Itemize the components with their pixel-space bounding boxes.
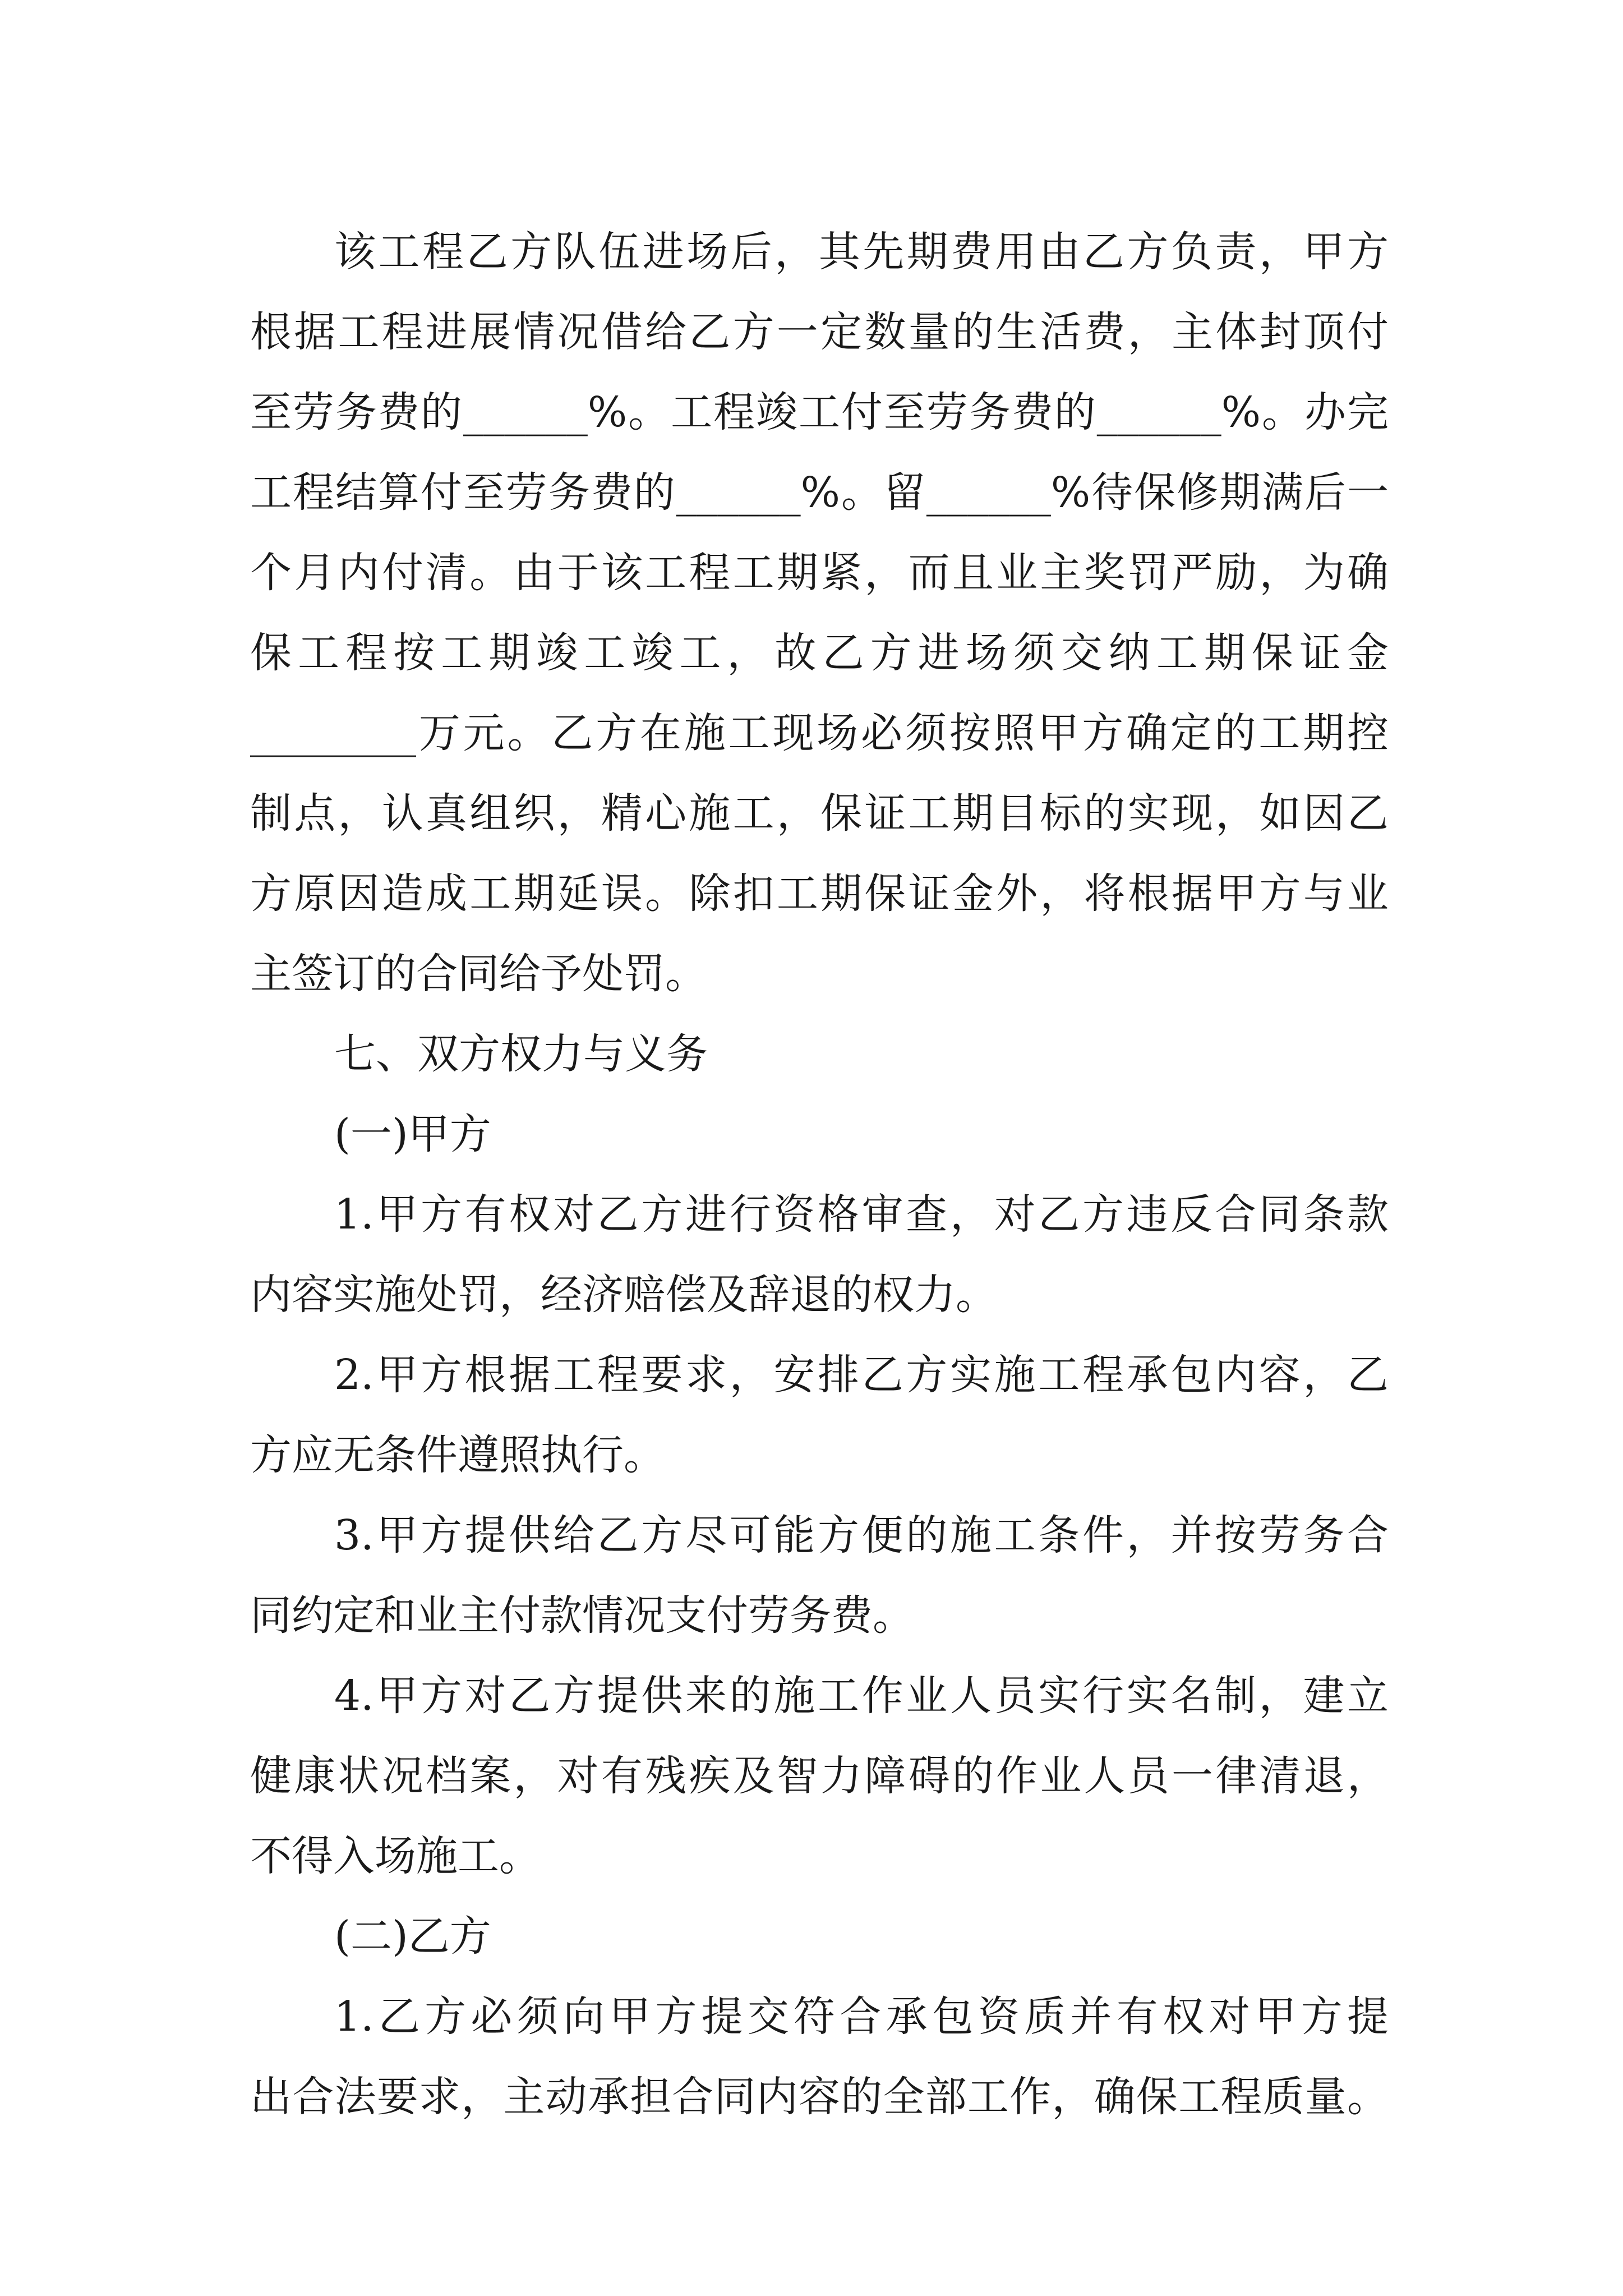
text-line: ________万元。乙方在施工现场必须按照甲方确定的工期控 <box>250 709 1389 757</box>
text-line: 内容实施处罚，经济赔偿及辞退的权力。 <box>250 1271 997 1319</box>
subsection-heading: (一)甲方 <box>334 1110 491 1158</box>
text-line: 该工程乙方队伍进场后，其先期费用由乙方负责，甲方 <box>334 228 1389 276</box>
text-line: 制点，认真组织，精心施工，保证工期目标的实现，如因乙 <box>250 789 1389 838</box>
text-line: 4.甲方对乙方提供来的施工作业人员实行实名制，建立 <box>334 1672 1389 1720</box>
text-line: 主签订的合同给予处罚。 <box>250 950 707 998</box>
text-line: 保工程按工期竣工竣工，故乙方进场须交纳工期保证金 <box>250 629 1389 677</box>
text-line: 至劳务费的______%。工程竣工付至劳务费的______%。办完 <box>250 388 1389 436</box>
text-line: 个月内付清。由于该工程工期紧，而且业主奖罚严励，为确 <box>250 549 1389 597</box>
text-line: 根据工程进展情况借给乙方一定数量的生活费，主体封顶付 <box>250 308 1389 356</box>
text-line: 健康状况档案，对有残疾及智力障碍的作业人员一律清退， <box>250 1752 1389 1800</box>
text-line: 同约定和业主付款情况支付劳务费。 <box>250 1591 914 1640</box>
subsection-heading: (二)乙方 <box>334 1912 491 1961</box>
text-line: 工程结算付至劳务费的______%。留______%待保修期满后一 <box>250 468 1389 517</box>
text-line: 1.乙方必须向甲方提交符合承包资质并有权对甲方提 <box>334 1993 1389 2041</box>
text-line: 3.甲方提供给乙方尽可能方便的施工条件，并按劳务合 <box>334 1511 1389 1559</box>
section-heading: 七、双方权力与义务 <box>334 1030 708 1078</box>
text-line: 不得入场施工。 <box>250 1832 541 1880</box>
text-line: 方应无条件遵照执行。 <box>250 1431 665 1479</box>
text-line: 方原因造成工期延误。除扣工期保证金外，将根据甲方与业 <box>250 869 1389 918</box>
document-page <box>250 212 1389 2137</box>
text-line: 1.甲方有权对乙方进行资格审查，对乙方违反合同条款 <box>334 1190 1389 1239</box>
text-line: 2.甲方根据工程要求，安排乙方实施工程承包内容，乙 <box>334 1351 1389 1399</box>
text-line: 出合法要求，主动承担合同内容的全部工作，确保工程质量。 <box>250 2073 1389 2121</box>
